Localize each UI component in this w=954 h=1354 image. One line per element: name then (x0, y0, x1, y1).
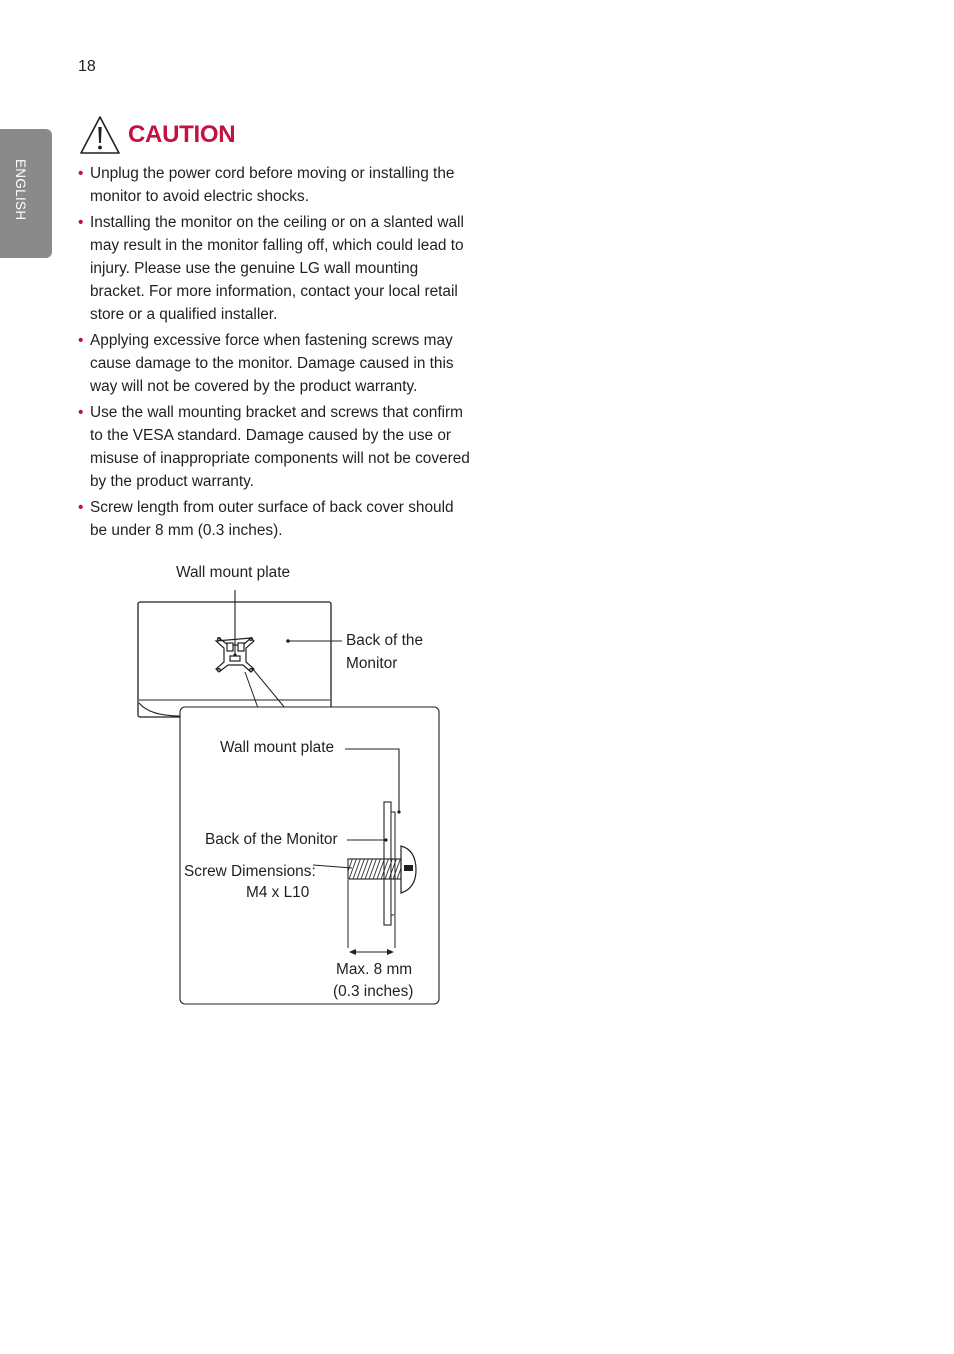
list-item: • Screw length from outer surface of back cover should be under 8 mm (0.3 inches). (78, 499, 454, 539)
label-wall-mount-plate: Wall mount plate (176, 564, 291, 581)
label-detail-back-of-monitor: Back of the Monitor (205, 831, 338, 848)
list-item: • Applying excessive force when fastening screws may cause damage to the monitor. Damage caused in this way will not be covered by the product warranty. (78, 332, 454, 395)
page-number: 18 (78, 58, 96, 75)
list-item: • Use the wall mounting bracket and screws that confirm to the VESA standard. Damage caused by the use or misuse of inappropriate components will not be covered by the product warranty. (78, 404, 470, 490)
label-max-length-inches: (0.3 inches) (333, 983, 414, 1000)
label-back-of-monitor-line2: Monitor (346, 655, 398, 672)
label-screw-size: M4 x L10 (246, 884, 310, 901)
label-back-of-monitor-line1: Back of the (346, 632, 423, 649)
label-max-length: Max. 8 mm (336, 961, 413, 978)
list-item: • Installing the monitor on the ceiling or on a slanted wall may result in the monitor falling off, which could lead to injury. Please use the genuine LG wall mounting bracket. For more information, contact your local retail store or a qualified installer. (78, 214, 464, 323)
screw-shaft (348, 859, 401, 879)
label-detail-wall-mount-plate: Wall mount plate (220, 739, 335, 756)
language-tab-label: ENGLISH (13, 159, 28, 221)
label-screw-dimensions: Screw Dimensions: (184, 863, 316, 880)
list-item: • Unplug the power cord before moving or installing the monitor to avoid electric shocks. (78, 165, 455, 205)
caution-title: CAUTION (128, 121, 236, 148)
